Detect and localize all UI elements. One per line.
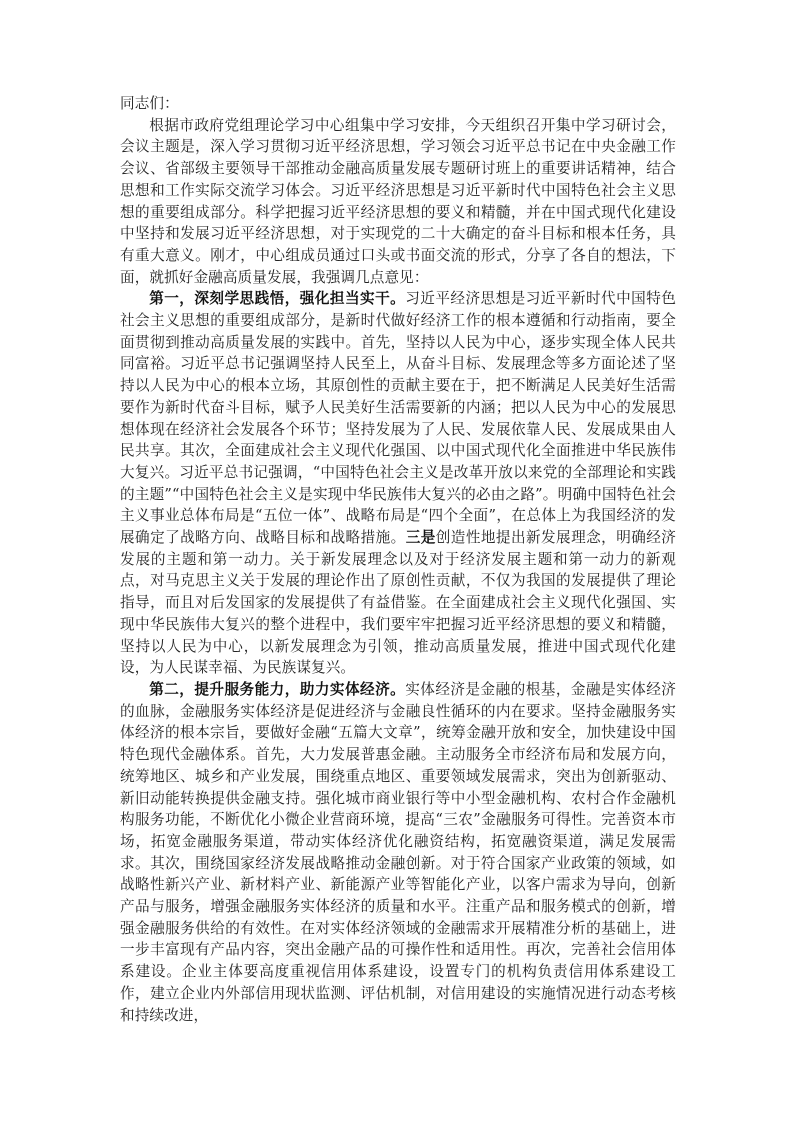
paragraph-intro-text: 根据市政府党组理论学习中心组集中学习安排，今天组织召开集中学习研讨会，会议主题是，深入学习贯彻习近平经济思想，学习领会习近平总书记在中央金融工作会议、省部级主要领导干部推动金融高质量发展专题研讨班上的重要讲话精神，结合思想和工作实际交流学习体会。习近平经济思想是习近平新时代中国特色社会主义思想的重要组成部分。科学把握习近平经济思想的要义和精髓，并在中国式现代化建设中坚持和发展习近平经济思想，对于实现党的二十大确定的奋斗目标和根本任务，具有重大意义。刚才，中心组成员通过口头或书面交流的形式，分享了各自的想法，下面，就抓好金融高质量发展，我强调几点意见： (120, 116, 676, 286)
paragraph-section-one (120, 288, 676, 679)
document-body (120, 93, 676, 1026)
section-one-text-a: 习近平经济思想是习近平新时代中国特色社会主义思想的重要组成部分，是新时代做好经济工作的根本遵循和行动指南，要全面贯彻到推动高质量发展的实践中。首先，坚持以人民为中心，逐步实现全体人民共同富裕。习近平总书记强调坚持人民至上，从奋斗目标、发展理念等多方面论述了坚持以人民为中心的根本立场，其原创性的贡献主要在于，把不断满足人民美好生活需要作为新时代奋斗目标，赋予人民美好生活需要新的内涵；把以人民为中心的发展思想体现在经济社会发展各个环节；坚持发展为了人民、发展依靠人民、发展成果由人民共享。其次，全面建成社会主义现代化强国、以中国式现代化全面推进中华民族伟大复兴。习近平总书记强调，“中国特色社会主义是改革开放以来党的全部理论和实践的主题”“中国特色社会主义是实现中华民族伟大复兴的必由之路”。明确中国特色社会主义事业总体布局是“五位一体”、战略布局是“四个全面”，在总体上为我国经济的发展确定了战略方向、战略目标和战略措施。 (120, 290, 676, 547)
section-one-heading: 第一，深刻学思践悟，强化担当实干。 (149, 290, 406, 308)
section-two-heading: 第二，提升服务能力，助力实体经济。 (149, 680, 406, 698)
section-one-text-b: 创造性地提出新发展理念，明确经济发展的主题和第一动力。关于新发展理念以及对于经济发展主题和第一动力的新观点，对马克思主义关于发展的理论作出了原创性贡献，不仅为我国的发展提供了理论指导，而且对后发国家的发展提供了有益借鉴。在全面建成社会主义现代化强国、实现中华民族伟大复兴的整个进程中，我们要牢牢把握习近平经济思想的要义和精髓，坚持以人民为中心，以新发展理念为引领，推动高质量发展，推进中国式现代化建设，为人民谋幸福、为民族谋复兴。 (120, 529, 676, 677)
section-two-text: 实体经济是金融的根基，金融是实体经济的血脉，金融服务实体经济是促进经济与金融良性循环的内在要求。坚持金融服务实体经济的根本宗旨，要做好金融“五篇大文章”，统筹金融开放和安全，加快建设中国特色现代金融体系。首先，大力发展普惠金融。主动服务全市经济布局和发展方向，统筹地区、城乡和产业发展，围绕重点地区、重要领域发展需求，突出为创新驱动、新旧动能转换提供金融支持。强化城市商业银行等中小型金融机构、农村合作金融机构服务功能，不断优化小微企业营商环境，提高“三农”金融服务可得性。完善资本市场，拓宽金融服务渠道，带动实体经济优化融资结构，拓宽融资渠道，满足发展需求。其次，围绕国家经济发展战略推动金融创新。对于符合国家产业政策的领域，如战略性新兴产业、新材料产业、新能源产业等智能化产业，以客户需求为导向，创新产品与服务，增强金融服务实体经济的质量和水平。注重产品和服务模式的创新，增强金融服务供给的有效性。在对实体经济领域的金融需求开展精准分析的基础上，进一步丰富现有产品内容，突出金融产品的可操作性和适用性。再次，完善社会信用体系建设。企业主体要高度重视信用体系建设，设置专门的机构负责信用体系建设工作，建立企业内外部信用现状监测、评估机制，对信用建设的实施情况进行动态考核和持续改进， (120, 680, 676, 1024)
section-one-inline-bold: 三是 (405, 529, 436, 547)
salutation: 同志们： (120, 95, 179, 112)
paragraph-intro (120, 115, 676, 289)
paragraph-section-two (120, 679, 676, 1026)
